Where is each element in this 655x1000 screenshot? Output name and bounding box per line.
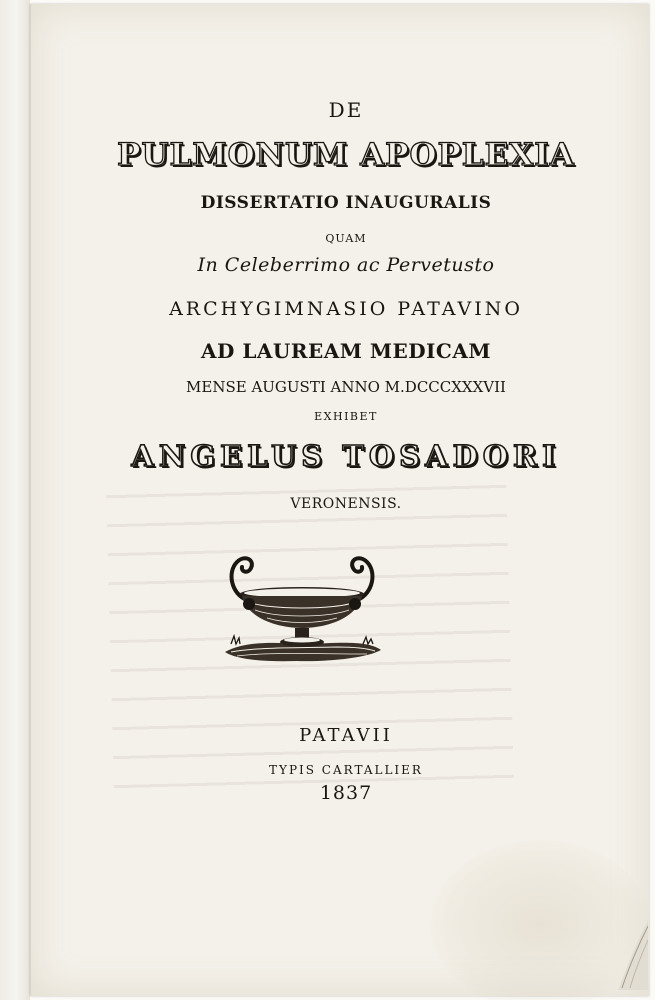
institution-name: ARCHYGIMNASIO PATAVINO	[169, 298, 523, 320]
imprint-printer: TYPIS CARTALLIER	[269, 763, 423, 777]
book-subtitle: DISSERTATIO INAUGURALIS	[200, 193, 492, 213]
degree-line: AD LAUREAM MEDICAM	[201, 339, 491, 363]
book-title: PULMONUM APOPLEXIA	[117, 137, 575, 173]
institution-intro: In Celeberrimo ac Pervetusto	[197, 254, 495, 276]
date-line: MENSE AUGUSTI ANNO M.DCCCXXXVII	[186, 378, 506, 396]
imprint-place: PATAVII	[299, 725, 393, 746]
title-prefix: DE	[328, 98, 364, 122]
author-name: ANGELUS TOSADORI	[131, 439, 561, 473]
urn-vignette-icon	[217, 548, 387, 668]
book-spine-edge	[0, 0, 30, 1000]
folded-corner-icon	[608, 920, 648, 990]
imprint-year: 1837	[319, 782, 373, 804]
exhibet-line: EXHIBET	[314, 410, 378, 423]
author-origin: VERONENSIS.	[290, 496, 402, 512]
quam-line: QUAM	[325, 232, 367, 245]
